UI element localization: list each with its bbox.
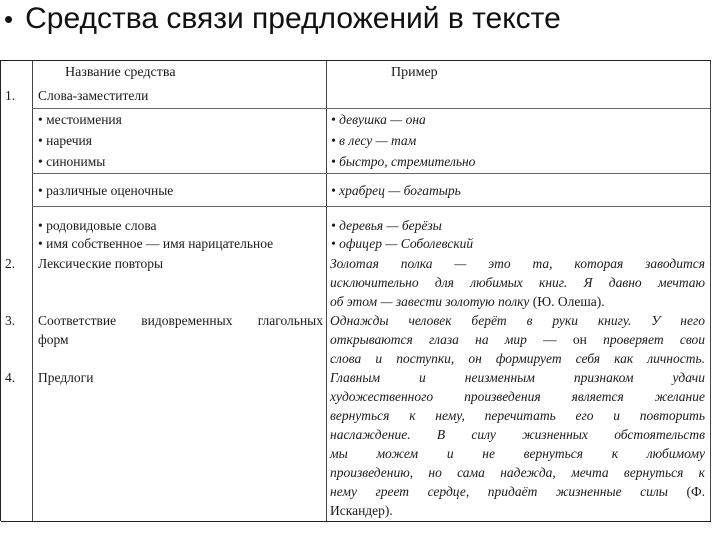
row-divider [32, 108, 710, 109]
means-name-line: Соответствие видовременных глагольных [38, 313, 323, 328]
list-item: • синонимы [38, 154, 106, 169]
example-text-line: Однажды человек берёт в руки книгу. У него [330, 313, 705, 328]
means-name: Слова-заместители [38, 88, 149, 103]
example-quote: об этом — завести золотую полку [330, 294, 530, 309]
example-text-line: мы можем и не вернуться к любимому [330, 446, 705, 461]
example-item: • девушка — она [331, 112, 426, 127]
example-quote: нему греет сердце, придаёт жизненные силы [330, 484, 668, 499]
example-item: • быстро, стремительно [331, 154, 476, 169]
example-item: • деревья — берёзы [331, 218, 442, 233]
row-number: 3. [5, 313, 16, 328]
row-number: 4. [5, 370, 16, 385]
example-attribution: (Ф. [667, 484, 705, 499]
column-divider [326, 61, 327, 521]
example-attribution: (Ю. Олеша). [529, 294, 605, 309]
means-name-line: форм [38, 332, 69, 347]
column-divider [710, 61, 711, 521]
example-text-line [330, 484, 705, 500]
row-number: 2. [5, 256, 16, 271]
slide-title [4, 2, 561, 36]
row-number: 1. [5, 88, 16, 103]
example-item: • офицер — Соболевский [331, 236, 474, 251]
example-text-line: исключительно для любимых книг. Я давно мечтаю [330, 275, 705, 290]
example-text-line: произведению, но сама надежда, мечта вернуться к [330, 465, 705, 480]
means-name: Предлоги [38, 370, 94, 385]
example-fragment: открываются глаза на мир [330, 332, 527, 347]
example-text-line: художественного произведения является желание [330, 389, 705, 404]
header-name: Название средства [65, 65, 176, 80]
example-item: • в лесу — там [331, 133, 417, 148]
example-text-line [330, 294, 705, 310]
example-fragment: — он [526, 332, 604, 347]
example-item: • храбрец — богатырь [331, 183, 461, 198]
title-text: Средства связи предложений в тексте [25, 2, 561, 35]
example-text-line: Золотая полка — это та, которая заводится [330, 256, 705, 271]
list-item: • наречия [38, 133, 92, 148]
example-text-line: вернуться к нему, перечитать его и повторить [330, 408, 705, 423]
example-fragment: проверяет свои [603, 332, 706, 347]
example-text-line: Главным и неизменным признаком удачи [330, 370, 705, 385]
column-divider [32, 61, 33, 521]
list-item: • местоимения [38, 112, 122, 127]
example-text-line [330, 332, 705, 348]
header-example: Пример [391, 65, 438, 80]
table-bottom-border [1, 521, 711, 522]
example-text-line: Искандер). [330, 503, 393, 518]
list-item: • имя собственное — имя нарицательное [38, 236, 274, 251]
list-item: • родовидовые слова [38, 218, 157, 233]
list-item: • различные оценочные [38, 183, 174, 198]
connection-means-table [0, 60, 711, 521]
example-text-line: слова и поступки, он формирует себя как личность. [330, 351, 705, 366]
row-divider [32, 206, 710, 207]
example-text-line: наслаждение. В силу жизненных обстоятельств [330, 427, 705, 442]
row-divider [32, 173, 710, 174]
bullet-icon: • [4, 4, 14, 34]
means-name: Лексические повторы [38, 256, 164, 271]
